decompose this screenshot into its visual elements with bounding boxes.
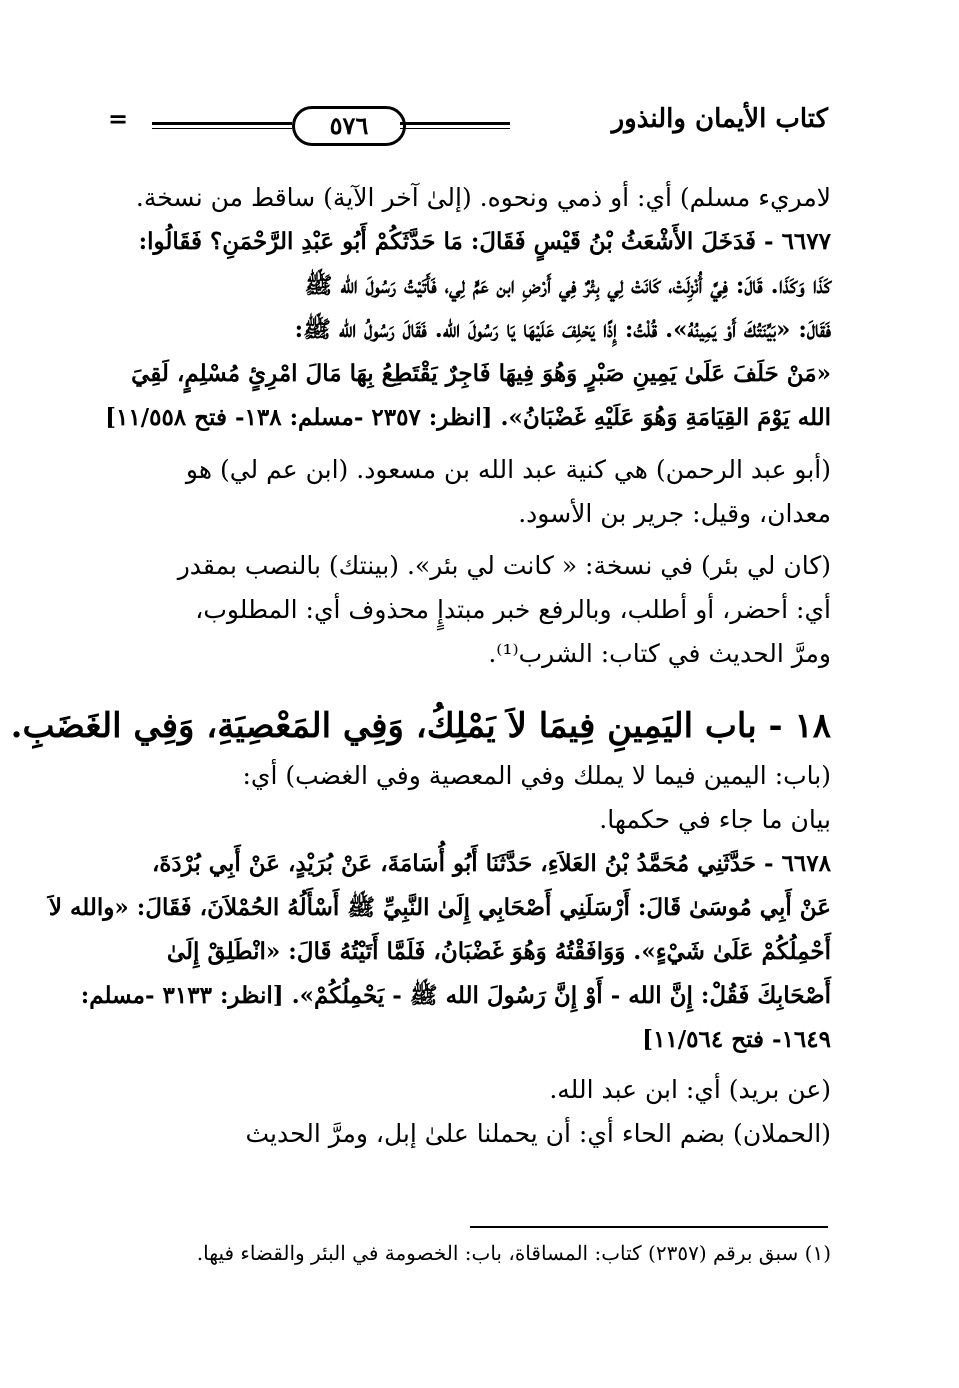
header-rule-left [152,122,292,129]
hadith-line: ٦٦٧٨ - حَدَّثَنِي مُحَمَّدُ بْنُ العَلاَءِ، حَدَّثَنَا أَبُو أُسَامَةَ، عَنْ بُرَيْدٍ، عَنْ أَبِي بُرْدَةَ، [151,850,831,877]
hadith-line: ١٦٤٩- فتح ١١/٥٦٤] [642,1026,831,1053]
page-number: ٥٧٦ [292,106,406,146]
chapter-heading: ١٨ - باب اليَمِينِ فِيمَا لاَ يَمْلِكُ، وَفِي المَعْصِيَةِ، وَفِي الغَضَبِ. [10,706,831,746]
hadith-line: الله يَوْمَ القِيَامَةِ وَهُوَ عَلَيْهِ غَضْبَانُ». [انظر: ٢٣٥٧ -مسلم: ١٣٨- فتح ١١/٥٥٨] [105,404,831,431]
commentary-line: بيان ما جاء في حكمها. [599,805,831,834]
hadith-line: «مَنْ حَلَفَ عَلَىٰ يَمِينِ صَبْرٍ وَهُوَ فِيهَا فَاجِرٌ يَقْتَطِعُ بِهَا مَالَ امْرِئٍ مُسْلِمٍ، لَقِيَ [131,360,831,387]
footnote-divider [470,1226,828,1228]
text-line: لامريء مسلم) أي: أو ذمي ونحوه. (إلىٰ آخر الآية) ساقط من نسخة. [135,183,831,212]
hadith-line: أَحْمِلُكُمْ عَلَىٰ شَيْءٍ». وَوَافَقْتُهُ وَهُوَ غَضْبَانُ، فَلَمَّا أَتَيْتُهُ قَالَ: «انْطَلِقْ إِلَىٰ [166,938,831,965]
commentary-line: (أبو عبد الرحمن) هي كنية عبد الله بن مسعود. (ابن عم لي) هو [185,455,831,484]
header-mark: = [108,104,129,133]
commentary-line: (باب: اليمين فيما لا يملك وفي المعصية وفي الغضب) أي: [242,761,831,790]
commentary-line: (عن بريد) أي: ابن عبد الله. [549,1075,831,1104]
commentary-line: معدان، وقيل: جرير بن الأسود. [518,499,831,528]
commentary-line: أي: أحضر، أو أطلب، وبالرفع خبر مبتدإٍ محذوف أي: المطلوب، [195,595,831,624]
hadith-line: فَقَالَ: «بَيِّنَتُكَ أَوْ يَمِينُهُ». قُلْتُ: إِذًا يَحْلِفَ عَلَيْهَا يَا رَسُولَ الله. فَقَالَ رَسُولُ الله ﷺ: [294,316,831,343]
main-text [10,176,831,1156]
hadith-line: كَذَا وَكَذَا. قَالَ: فِيَّ أُنْزِلَتْ، كَانَتْ لِي بِئْرٌ فِي أَرْضِ ابن عَمٍّ لِي، فَأَتَيْتُ رَسُولَ الله ﷺ [304,272,831,299]
hadith-line: أَصْحَابِكَ فَقُلْ: إِنَّ الله - أَوْ إِنَّ رَسُولَ الله ﷺ - يَحْمِلُكُمْ». [انظر: ٣١٣٣ -مسلم: [80,982,831,1009]
commentary-line: ومرَّ الحديث في كتاب: الشرب⁽¹⁾. [488,639,831,668]
book-title: كتاب الأيمان والنذور [611,104,828,134]
header-rule-right [400,122,510,129]
commentary-line: (كان لي بئر) في نسخة: « كانت لي بئر». (بينتك) بالنصب بمقدر [177,551,831,580]
commentary-line: (الحملان) بضم الحاء أي: أن يحملنا علىٰ إبل، ومرَّ الحديث [245,1119,831,1148]
hadith-line: عَنْ أَبِي مُوسَىٰ قَالَ: أَرْسَلَنِي أَصْحَابِي إِلَىٰ النَّبِيِّ ﷺ أَسْأَلُهُ الحُمْلاَنَ، فَقَالَ: «والله لاَ [48,894,831,921]
page-header [108,98,828,154]
footnote: (١) سبق برقم (٢٣٥٧) كتاب: المساقاة، باب: الخصومة في البئر والقضاء فيها. [196,1241,831,1265]
hadith-line: ٦٦٧٧ - فَدَخَلَ الأَشْعَثُ بْنُ قَيْسٍ فَقَالَ: مَا حَدَّثَكُمْ أَبُو عَبْدِ الرَّحْمَنِ؟ فَقَالُوا: [138,228,831,255]
